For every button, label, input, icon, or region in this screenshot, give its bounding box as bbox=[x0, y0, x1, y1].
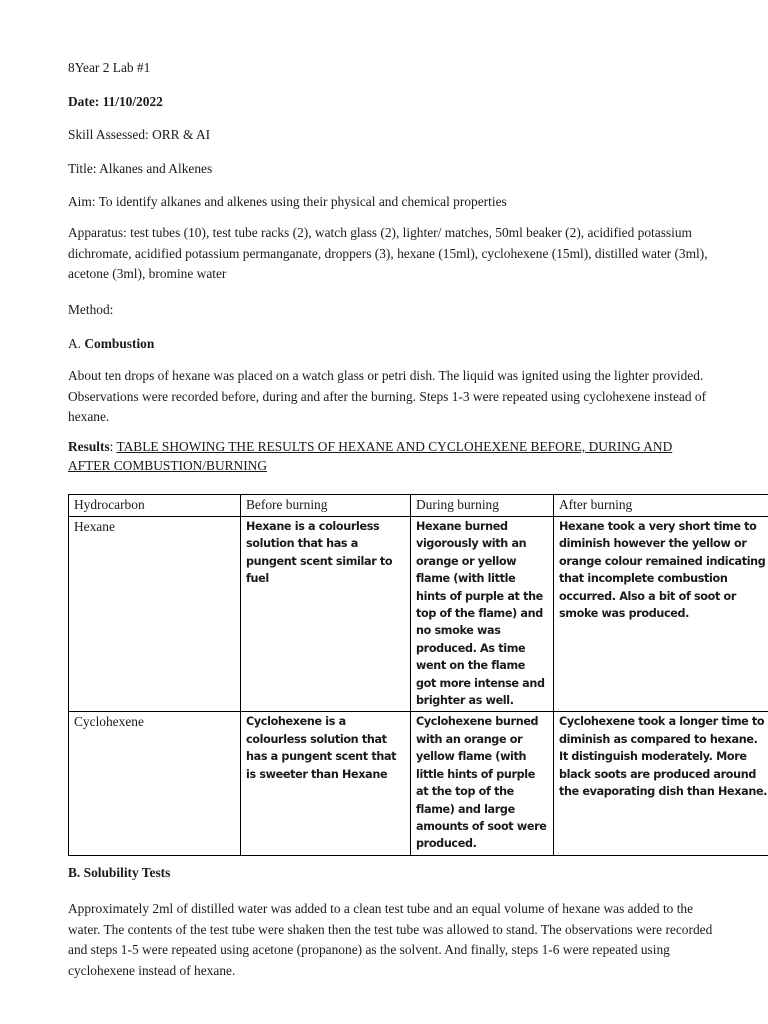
skill-line: Skill Assessed: ORR & AI bbox=[68, 127, 211, 142]
section-a-prefix: A. bbox=[68, 336, 85, 351]
header-before-burning: Before burning bbox=[241, 495, 411, 517]
row-cyclohexene-before: Cyclohexene is a colourless solution that has a pungent scent that is sweeter than Hexane bbox=[241, 712, 411, 855]
results-caption bbox=[68, 437, 678, 475]
section-b-heading: B. Solubility Tests bbox=[68, 865, 171, 880]
row-hexane-after: Hexane took a very short time to diminish however the yellow or orange colour remained indicating that incomplete combustion occurred. Also a bit of soot or smoke was produced. bbox=[554, 517, 768, 712]
table-row bbox=[69, 517, 768, 712]
header-during-burning: During burning bbox=[411, 495, 554, 517]
header-after-burning: After burning bbox=[554, 495, 768, 517]
lab-line: 8Year 2 Lab #1 bbox=[68, 60, 151, 75]
results-colon: : bbox=[109, 439, 117, 454]
row-hexane-before: Hexane is a colourless solution that has a pungent scent similar to fuel bbox=[241, 517, 411, 712]
title-line: Title: Alkanes and Alkenes bbox=[68, 161, 213, 176]
row-hexane-name: Hexane bbox=[69, 517, 241, 712]
date-line: Date: 11/10/2022 bbox=[68, 94, 163, 109]
solubility-paragraph: Approximately 2ml of distilled water was added to a clean test tube and an equal volume of hexane was added to the water. The contents of the test tube were shaken then the test tube was allowed to stand. The observations were recorded and steps 1-5 were repeated using acetone (propanone) as the solvent. And finally, steps 1-6 were repeated using cyclohexene instead of hexane. bbox=[68, 901, 713, 978]
results-label: Results bbox=[68, 439, 110, 454]
results-table-title: TABLE SHOWING THE RESULTS OF HEXANE AND CYCLOHEXENE BEFORE, DURING AND AFTER COMBUSTION/BURNING bbox=[68, 439, 673, 473]
aim-line: Aim: To identify alkanes and alkenes using their physical and chemical properties bbox=[68, 194, 507, 209]
apparatus-paragraph: Apparatus: test tubes (10), test tube racks (2), watch glass (2), lighter/ matches, 50ml beaker (2), acidified potassium dichromate, acidified potassium permanganate, droppers (3), hexane (15ml), cyclohexene (15ml), distilled water (3ml), acetone (3ml), bromine water bbox=[68, 225, 708, 281]
table-row bbox=[69, 712, 768, 855]
table-header-row bbox=[69, 495, 768, 517]
section-a-title: Combustion bbox=[84, 336, 155, 351]
row-cyclohexene-during: Cyclohexene burned with an orange or yellow flame (with little hints of purple at the top of the flame) and large amounts of soot were produced. bbox=[411, 712, 554, 855]
method-label: Method: bbox=[68, 302, 114, 317]
row-cyclohexene-name: Cyclohexene bbox=[69, 712, 241, 855]
section-a-heading bbox=[68, 335, 154, 352]
combustion-results-table bbox=[68, 494, 768, 856]
header-hydrocarbon: Hydrocarbon bbox=[69, 495, 241, 517]
row-cyclohexene-after: Cyclohexene took a longer time to diminish as compared to hexane. It distinguish moderately. More black soots are produced around the evaporating dish than Hexane. bbox=[554, 712, 768, 855]
combustion-paragraph: About ten drops of hexane was placed on a watch glass or petri dish. The liquid was ignited using the lighter provided. Observations were recorded before, during and after the burning. Steps 1-3 were repeated using cyclohexene instead of hexane. bbox=[68, 368, 707, 424]
row-hexane-during: Hexane burned vigorously with an orange or yellow flame (with little hints of purple at the top of the flame) and no smoke was produced. As time went on the flame got more intense and brighter as well. bbox=[411, 517, 554, 712]
